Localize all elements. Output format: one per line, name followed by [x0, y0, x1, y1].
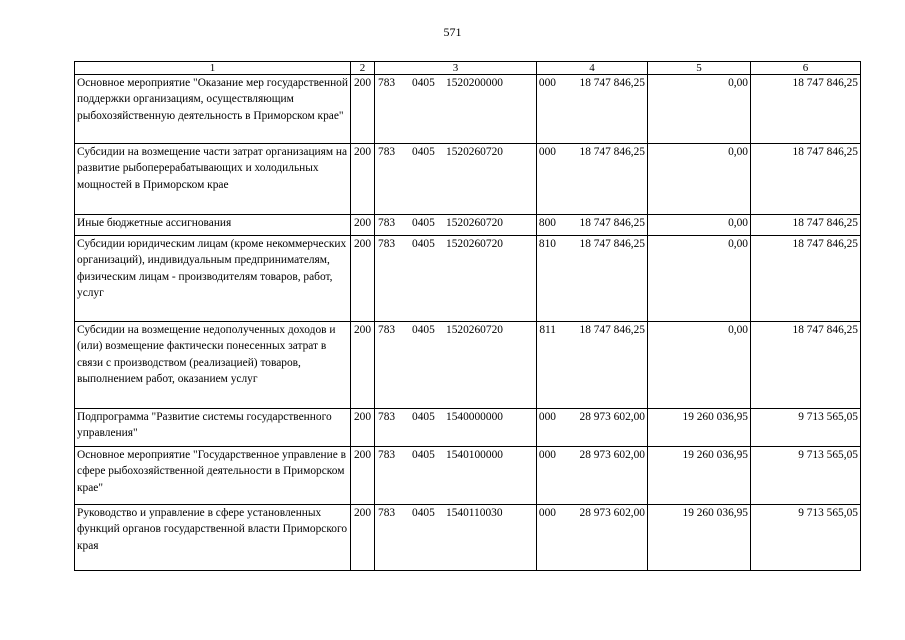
expense-type-code: 000 [538, 146, 556, 158]
row-amount-5: 0,00 [648, 144, 751, 215]
row-amount-total: 28 973 602,00 [537, 505, 648, 571]
row-code: 200 [351, 322, 375, 409]
row-name: Субсидии юридическим лицам (кроме некоммерческих организаций), индивидуальным предпринимателям, физическим лицам - производителям товаров, работ, услуг [75, 236, 351, 322]
row-amount-6: 18 747 846,25 [751, 322, 861, 409]
header-cell: 4 [537, 62, 648, 75]
row-amount-total: 28 973 602,00 [537, 409, 648, 447]
expense-type-code: 000 [538, 507, 556, 519]
row-classification [375, 144, 556, 215]
row-amount-6: 9 713 565,05 [751, 447, 861, 505]
row-amount-total: 18 747 846,25 [537, 236, 648, 322]
row-amount-5: 19 260 036,95 [648, 409, 751, 447]
row-name: Руководство и управление в сфере установленных функций органов государственной власти Приморского края [75, 505, 351, 571]
table-row [75, 236, 861, 322]
header-cell: 2 [351, 62, 375, 75]
table-row [75, 215, 861, 236]
row-amount-6: 18 747 846,25 [751, 215, 861, 236]
row-amount-6: 9 713 565,05 [751, 505, 861, 571]
row-amount-5: 19 260 036,95 [648, 505, 751, 571]
target-code: 1540100000 [446, 449, 503, 461]
row-amount-5: 0,00 [648, 75, 751, 144]
expense-type-code: 800 [538, 217, 556, 229]
expense-type-code: 810 [538, 238, 556, 250]
expense-type-code: 000 [538, 449, 556, 461]
row-amount-total: 18 747 846,25 [537, 322, 648, 409]
ved-code: 783 [378, 146, 396, 158]
table-row [75, 75, 861, 144]
ved-code: 783 [378, 507, 396, 519]
section-code: 0405 [412, 324, 435, 336]
ved-code: 783 [378, 324, 396, 336]
target-code: 1520260720 [446, 146, 503, 158]
row-amount-5: 19 260 036,95 [648, 447, 751, 505]
row-classification [375, 447, 556, 505]
budget-table [74, 61, 861, 571]
row-amount-total: 18 747 846,25 [537, 215, 648, 236]
row-code: 200 [351, 447, 375, 505]
row-classification [375, 75, 556, 144]
section-code: 0405 [412, 77, 435, 89]
table-row [75, 505, 861, 571]
row-code: 200 [351, 144, 375, 215]
target-code: 1520260720 [446, 238, 503, 250]
row-name: Основное мероприятие "Оказание мер государственной поддержки организациям, осуществляющим рыбохозяйственную деятельность в Приморском крае" [75, 75, 351, 144]
row-name: Субсидии на возмещение недополученных доходов и (или) возмещение фактически понесенных затрат в связи с производством (реализацией) товаров, выполнением работ, оказанием услуг [75, 322, 351, 409]
ved-code: 783 [378, 217, 396, 229]
row-amount-5: 0,00 [648, 215, 751, 236]
ved-code: 783 [378, 238, 396, 250]
section-code: 0405 [412, 146, 435, 158]
target-code: 1540110030 [446, 507, 503, 519]
table-row [75, 322, 861, 409]
row-amount-total: 18 747 846,25 [537, 75, 648, 144]
expense-type-code: 000 [538, 411, 556, 423]
section-code: 0405 [412, 449, 435, 461]
row-classification [375, 505, 556, 571]
target-code: 1520200000 [446, 77, 503, 89]
section-code: 0405 [412, 411, 435, 423]
row-amount-total: 28 973 602,00 [537, 447, 648, 505]
table-row [75, 447, 861, 505]
header-cell: 6 [751, 62, 861, 75]
row-amount-5: 0,00 [648, 322, 751, 409]
page-number: 571 [443, 25, 462, 39]
row-amount-6: 9 713 565,05 [751, 409, 861, 447]
row-code: 200 [351, 409, 375, 447]
table-row [75, 144, 861, 215]
row-amount-6: 18 747 846,25 [751, 236, 861, 322]
ved-code: 783 [378, 449, 396, 461]
row-classification [375, 409, 556, 447]
row-amount-5: 0,00 [648, 236, 751, 322]
ved-code: 783 [378, 411, 396, 423]
section-code: 0405 [412, 217, 435, 229]
row-classification [375, 236, 556, 322]
section-code: 0405 [412, 238, 435, 250]
row-amount-total: 18 747 846,25 [537, 144, 648, 215]
section-code: 0405 [412, 507, 435, 519]
header-cell: 1 [75, 62, 351, 75]
row-code: 200 [351, 505, 375, 571]
header-cell: 5 [648, 62, 751, 75]
expense-type-code: 000 [538, 77, 556, 89]
row-code: 200 [351, 215, 375, 236]
header-row [75, 62, 861, 75]
row-code: 200 [351, 75, 375, 144]
table-row [75, 409, 861, 447]
row-code: 200 [351, 236, 375, 322]
row-name: Подпрограмма "Развитие системы государственного управления" [75, 409, 351, 447]
row-amount-6: 18 747 846,25 [751, 144, 861, 215]
expense-type-code: 811 [539, 324, 556, 336]
row-name: Основное мероприятие "Государственное управление в сфере рыбохозяйственной деятельности в Приморском крае" [75, 447, 351, 505]
header-cell: 3 [375, 62, 537, 75]
target-code: 1520260720 [446, 324, 503, 336]
row-name: Иные бюджетные ассигнования [75, 215, 351, 236]
target-code: 1540000000 [446, 411, 503, 423]
ved-code: 783 [378, 77, 396, 89]
row-classification [375, 322, 556, 409]
row-name: Субсидии на возмещение части затрат организациям на развитие рыбоперерабатывающих и холодильных мощностей в Приморском крае [75, 144, 351, 215]
row-classification [375, 215, 556, 236]
target-code: 1520260720 [446, 217, 503, 229]
row-amount-6: 18 747 846,25 [751, 75, 861, 144]
